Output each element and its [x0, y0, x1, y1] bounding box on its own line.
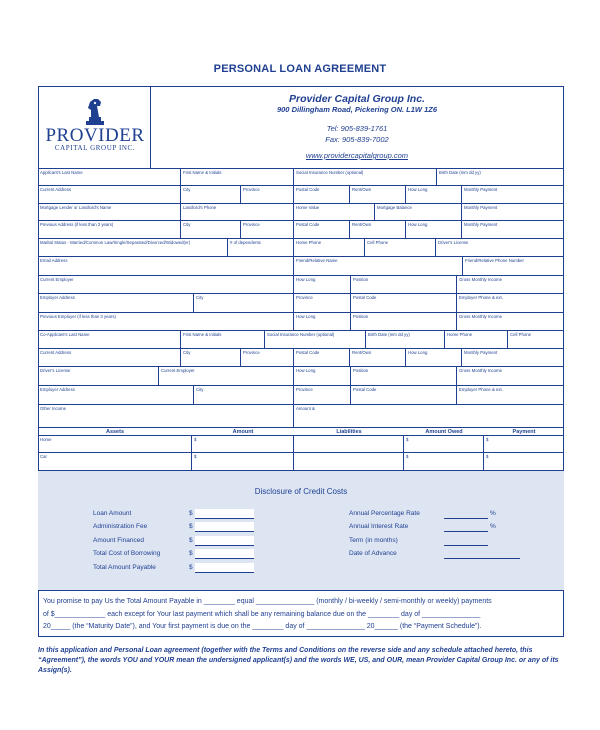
chess-knight-logo-icon: [84, 97, 106, 125]
car-payment-field[interactable]: $: [486, 454, 489, 459]
dependents-field[interactable]: # of dependents: [228, 239, 294, 257]
employer-phone-field[interactable]: Employer Phone & ext.: [457, 294, 564, 313]
coapplicant-rent-own-field[interactable]: Rent/Own: [350, 349, 406, 367]
company-fax: Fax: 905-839-7002: [325, 135, 389, 144]
rent-own-field[interactable]: Rent/Own: [350, 186, 406, 204]
total-payable-label: Total Amount Payable: [93, 564, 156, 571]
other-income-field[interactable]: Other Income: [38, 405, 294, 428]
coapplicant-employer-phone-field[interactable]: Employer Phone & ext.: [457, 386, 564, 405]
loan-amount-input[interactable]: [195, 509, 254, 519]
province-field-2[interactable]: Province: [241, 221, 294, 239]
postal-code-field-2[interactable]: Postal Code: [294, 221, 350, 239]
current-employer-field[interactable]: Current Employer: [38, 276, 294, 294]
home-phone-field[interactable]: Home Phone: [294, 239, 365, 257]
city-field[interactable]: City: [181, 186, 241, 204]
term-input[interactable]: [444, 545, 488, 546]
coapplicant-birth-date-field[interactable]: Birth Date (mm dd yy): [366, 331, 445, 349]
total-payable-dollar: $: [189, 564, 193, 571]
home-amount-field[interactable]: $: [192, 436, 294, 453]
sin-field[interactable]: Social Insurance Number (optional): [294, 169, 437, 186]
cell-phone-field[interactable]: Cell Phone: [365, 239, 436, 257]
employer-city-field[interactable]: City: [194, 294, 294, 313]
assets-header: Assets: [105, 429, 125, 435]
admin-fee-dollar: $: [189, 523, 193, 530]
company-tel: Tel: 905-839-1761: [326, 124, 388, 133]
how-long-field-4[interactable]: How Long: [294, 313, 351, 331]
position-field[interactable]: Position: [351, 276, 457, 294]
gross-monthly-income-field[interactable]: Gross Monthly Income: [457, 276, 564, 294]
apr-input[interactable]: [444, 518, 488, 519]
home-amount-owed-field[interactable]: $: [404, 436, 484, 453]
coapplicant-current-employer-field[interactable]: Current Employer: [159, 367, 294, 386]
email-field[interactable]: Email Address: [38, 257, 294, 276]
company-address: 900 Dillingham Road, Pickering ON. L1W 1Z6: [276, 105, 438, 114]
car-amount-field[interactable]: $: [192, 453, 294, 470]
monthly-payment-field-2[interactable]: Monthly Payment: [462, 204, 564, 221]
date-advance-input[interactable]: [444, 558, 520, 559]
logo-wordmark: PROVIDER: [45, 125, 145, 146]
previous-employer-field[interactable]: Previous Employer (if less than 3 years): [38, 313, 294, 331]
coapplicant-city-field[interactable]: City: [181, 349, 241, 367]
birth-date-field[interactable]: Birth Date (mm dd yy): [437, 169, 564, 186]
loan-amount-label: Loan Amount: [93, 510, 132, 517]
term-label: Term (in months): [349, 537, 398, 544]
how-long-field[interactable]: How Long: [406, 186, 462, 204]
air-label: Annual Interest Rate: [349, 523, 409, 530]
friend-relative-name-field[interactable]: Friend/Relative Name: [294, 257, 463, 276]
landlord-phone-field[interactable]: Landlord's Phone: [181, 204, 294, 221]
applicant-last-name-field[interactable]: Applicant's Last Name: [38, 169, 181, 186]
loan-amount-dollar: $: [189, 510, 193, 517]
coapplicant-how-long-field-2[interactable]: How Long: [294, 367, 351, 386]
coapplicant-gross-income-field[interactable]: Gross Monthly Income: [457, 367, 564, 386]
credit-disclosure-title: Disclosure of Credit Costs: [254, 487, 348, 496]
mortgage-balance-field[interactable]: Mortgage Balance: [375, 204, 462, 221]
coapplicant-last-name-field[interactable]: Co-Applicant's Last Name: [38, 331, 181, 349]
total-cost-dollar: $: [189, 550, 193, 557]
mortgage-lender-field[interactable]: Mortgage Lender or Landlord's Name: [38, 204, 181, 221]
position-field-2[interactable]: Position: [351, 313, 457, 331]
car-asset-field[interactable]: Car: [38, 453, 192, 470]
monthly-payment-field[interactable]: Monthly Payment: [462, 186, 564, 204]
promise-line-1: You promise to pay Us the Total Amount Payable in ________ equal _______________ (monthly / bi-weekly / semi-monthly or weekly) payments: [43, 598, 492, 605]
agreement-footer-text: In this application and Personal Loan agreement (together with the Terms and Conditions on the reverse side and any schedule attached hereto, this “Agreement”), the words YOU and YOUR mean the undersigned applicant(s) and the words WE, US, and OUR, mean Provider Capital Group Inc. or any of its Assign(s).: [38, 647, 559, 674]
how-long-field-2[interactable]: How Long: [406, 221, 462, 239]
marital-status-field[interactable]: Marital Status - Married/Common Law/Single/Separated/Divorced/Widowed(er): [38, 239, 228, 257]
asset-amount-header: Amount: [232, 429, 254, 435]
admin-fee-input[interactable]: [195, 522, 254, 532]
coapplicant-employer-city-field[interactable]: City: [194, 386, 294, 405]
friend-relative-phone-field[interactable]: Friend/Relative Phone Number: [463, 257, 564, 276]
employer-province-field[interactable]: Province: [294, 294, 351, 313]
amount-owed-header: Amount Owed: [425, 429, 463, 435]
home-payment-field[interactable]: $: [484, 436, 564, 453]
liabilities-header: Liabilities: [336, 429, 362, 435]
company-name: Provider Capital Group Inc.: [289, 93, 425, 105]
how-long-field-3[interactable]: How Long: [294, 276, 351, 294]
admin-fee-label: Administration Fee: [93, 523, 148, 530]
employer-postal-code-field[interactable]: Postal Code: [351, 294, 457, 313]
total-cost-label: Total Cost of Borrowing: [93, 550, 161, 557]
current-address-field[interactable]: Current Address: [38, 186, 181, 204]
home-asset-field[interactable]: Home: [38, 436, 192, 453]
coapplicant-home-phone-field[interactable]: Home Phone: [445, 331, 508, 349]
coapplicant-province-field[interactable]: Province: [241, 349, 294, 367]
air-input[interactable]: [444, 531, 488, 532]
coapplicant-cell-phone-field[interactable]: Cell Phone: [508, 331, 564, 349]
apr-label: Annual Percentage Rate: [349, 510, 420, 517]
rent-own-field-2[interactable]: Rent/Own: [350, 221, 406, 239]
promise-line-3: 20_____ (the “Maturity Date”), and Your first payment is due on the ________ day of _______________ 20______ (the “Payment Schedule”).: [43, 623, 482, 630]
coapplicant-first-name-field[interactable]: First Name & Initials: [181, 331, 265, 349]
apr-percent: %: [490, 510, 496, 517]
air-percent: %: [490, 523, 496, 530]
previous-address-field[interactable]: Previous Address (if less than 3 years): [38, 221, 181, 239]
other-income-amount-field[interactable]: Amount &: [294, 405, 564, 428]
coapplicant-postal-code-field[interactable]: Postal Code: [294, 349, 350, 367]
document-title: PERSONAL LOAN AGREEMENT: [213, 63, 387, 75]
coapplicant-employer-province-field[interactable]: Province: [294, 386, 351, 405]
coapplicant-how-long-field[interactable]: How Long: [406, 349, 462, 367]
coapplicant-employer-postal-field[interactable]: Postal Code: [351, 386, 457, 405]
amount-financed-label: Amount Financed: [93, 537, 144, 544]
city-field-2[interactable]: City: [181, 221, 241, 239]
coapplicant-address-field[interactable]: Current Address: [38, 349, 181, 367]
postal-code-field[interactable]: Postal Code: [294, 186, 350, 204]
home-liability-field[interactable]: [294, 436, 404, 453]
company-website-link[interactable]: www.providercapitalgroup.com: [305, 151, 409, 160]
total-payable-input[interactable]: [195, 563, 254, 573]
promise-line-2: of $_____________ each except for Your last payment which shall be any remaining balance due on the ________ day of _______________: [43, 611, 481, 618]
payment-header: Payment: [512, 429, 536, 435]
home-value-field[interactable]: Home Value: [294, 204, 375, 221]
coapplicant-drivers-license-field[interactable]: Driver's License: [38, 367, 159, 386]
car-liability-field[interactable]: [294, 453, 404, 470]
total-cost-input[interactable]: [195, 549, 254, 559]
monthly-payment-field-3[interactable]: Monthly Payment: [462, 221, 564, 239]
coapplicant-position-field[interactable]: Position: [351, 367, 457, 386]
amount-financed-input[interactable]: [195, 536, 254, 546]
car-amount-owed-field[interactable]: $: [404, 453, 484, 470]
gross-monthly-income-field-2[interactable]: Gross Monthly Income: [457, 313, 564, 331]
coapplicant-monthly-payment-field[interactable]: Monthly Payment: [462, 349, 564, 367]
logo-subtitle: CAPITAL GROUP INC.: [54, 144, 136, 152]
amount-financed-dollar: $: [189, 537, 193, 544]
drivers-license-field[interactable]: Driver's License: [436, 239, 564, 257]
coapplicant-sin-field[interactable]: Social Insurance Number (optional): [265, 331, 366, 349]
first-name-field[interactable]: First Name & Initials: [181, 169, 294, 186]
employer-address-field[interactable]: Employer Address: [38, 294, 194, 313]
province-field[interactable]: Province: [241, 186, 294, 204]
coapplicant-employer-address-field[interactable]: Employer Address: [38, 386, 194, 405]
date-advance-label: Date of Advance: [349, 550, 397, 557]
